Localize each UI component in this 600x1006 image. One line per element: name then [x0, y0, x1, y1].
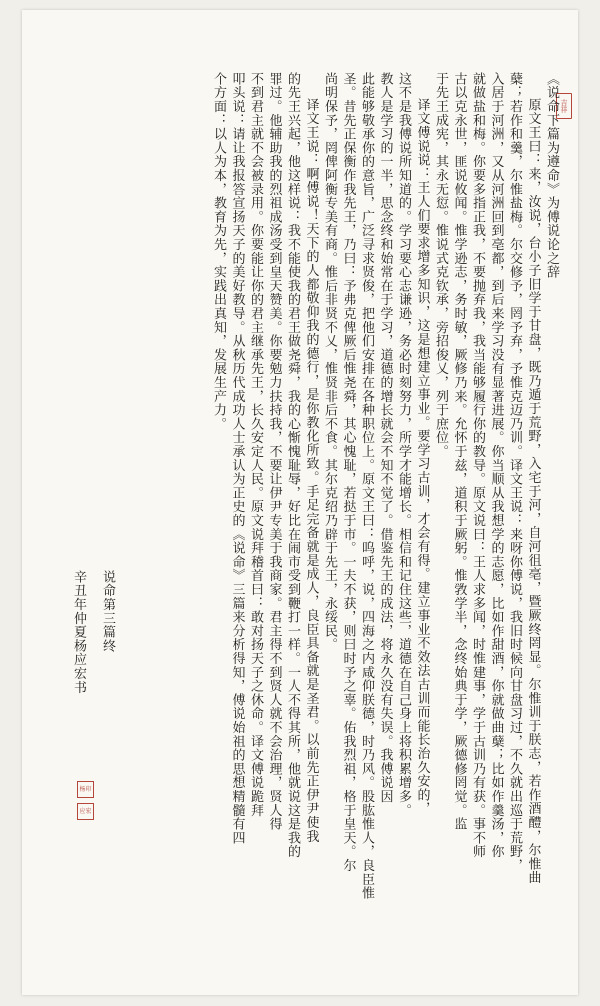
text-columns [210, 72, 560, 977]
leading-seal: 吉祥 [556, 93, 572, 119]
text-column-11: 圣。昔先正保衡作我先王，乃曰：予弗克俾厥后惟尧舜，其心愧耻，若挞于市。一夫不获，则曰时予之辜。佑我烈祖，格于皇天。尔 [340, 72, 356, 873]
text-column-12: 尚明保予，罔俾阿衡专美有商。惟后非贤不乂，惟贤非后不食。其尔克绍乃辟于先王，永绥民。 [322, 72, 337, 652]
text-column-6: 于先王成宪，其永无愆。惟说式克钦承，旁招俊乂，列于庶位。 [433, 72, 448, 459]
text-column-4: 就做盐和梅。你要多指正我，不要抛弃我，我当能够履行你的教导。原文说曰：王人求多闻，时惟建事，学于古训乃有获。事不师 [470, 72, 485, 859]
text-column-7: 译文傅说说：王人们要求增多知识，这是想建立事业。要学习古训，才会有得。建立事业不效法古训而能长治久安的， [414, 98, 430, 816]
style-seal: 应宏 [77, 803, 94, 820]
text-column-16: 不到君主就不会被录用。你要能让你的君主继承先王，长久安定人民。原文说拜稽首曰：敢对扬天子之休命。译文傅说跪拜 [248, 72, 263, 818]
calligraphy-scroll [22, 10, 578, 995]
text-column-15: 罪过。他辅助我的烈祖成汤受到皇天赞美。你要勉力扶持我，不要让伊尹专美于我商家。君主得不到贤人就不会治理，贤人得 [266, 72, 282, 831]
text-column-17: 叩头说：请让我报答宣扬天子的美好教导。从秋历代成功人士承认为正史的《说命》三篇来分析得知，傅说始祖的思想精髓有四 [229, 72, 245, 845]
text-column-2: 蘖；若作和羹，尔惟盐梅。尔交修予，罔予弃，予惟克迈乃训。译文王说：来呀你傅说，我旧时候向甘盘习过，不久就出巡于荒野， [507, 72, 522, 873]
name-seal: 杨印 [77, 781, 94, 798]
text-column-3: 入居于河洲，又从河洲回到亳都，到后来学习没有显著进展。你当顺从我想学的志愿，比如作甜酒，你就做曲蘖；比如作羹汤，你 [488, 72, 504, 859]
text-column-10: 此能够敬承你的意旨，广泛寻求贤俊，把他们安排在各种职位上。原文王曰：呜呼，说，四海之内咸仰朕德，时乃风。股肱惟人，良臣惟 [359, 72, 374, 900]
text-column-5: 古以克永世，匪说攸闻。惟学逊志，务时敏，厥修乃来。允怀于兹，道积于厥躬。惟敩学半，念终始典于学，厥德修罔觉。监 [451, 72, 467, 831]
text-column-1: 原文王曰：来，汝说，台小子旧学于甘盘，既乃遁于荒野，入宅于河，自河徂亳，暨厥终罔显。尔惟训于朕志，若作酒醴，尔惟曲 [525, 98, 541, 885]
end-note: 说命第三篇终 [100, 570, 115, 653]
text-column-9: 教人是学习的一半，思念终和始常在于学习，道德的增长就会不知不觉了。借鉴先王的成法，将永久没有失误。我傅说因 [377, 72, 393, 804]
inscription: 辛丑年仲夏杨应宏书 [71, 570, 86, 695]
text-column-8: 这不是我傅说所知道的。学习要心志谦逊，务必时刻努力，所学才能增长。相信和记住这些，道德在自己身上将积累增多。 [396, 72, 411, 818]
title-column: 《说命下篇为遵命》为傅说论之辞 [544, 72, 559, 279]
text-column-13: 译文王说：啊傅说！天下的人都敬仰我的德行，是你教化所致。手足完备就是成人，良臣具备就是圣君。以前先正伊尹使我 [303, 98, 319, 844]
text-column-18: 个方面：以人为本，教育为先，实践出真知，发展生产力。 [211, 72, 226, 431]
signature-block [70, 570, 116, 694]
text-column-14: 的先王兴起，他这样说：我不能使我的君王做尧舜，我的心惭愧耻辱，好比在闹市受到鞭打一样。一人不得其所，他就说这是我的 [285, 72, 300, 859]
